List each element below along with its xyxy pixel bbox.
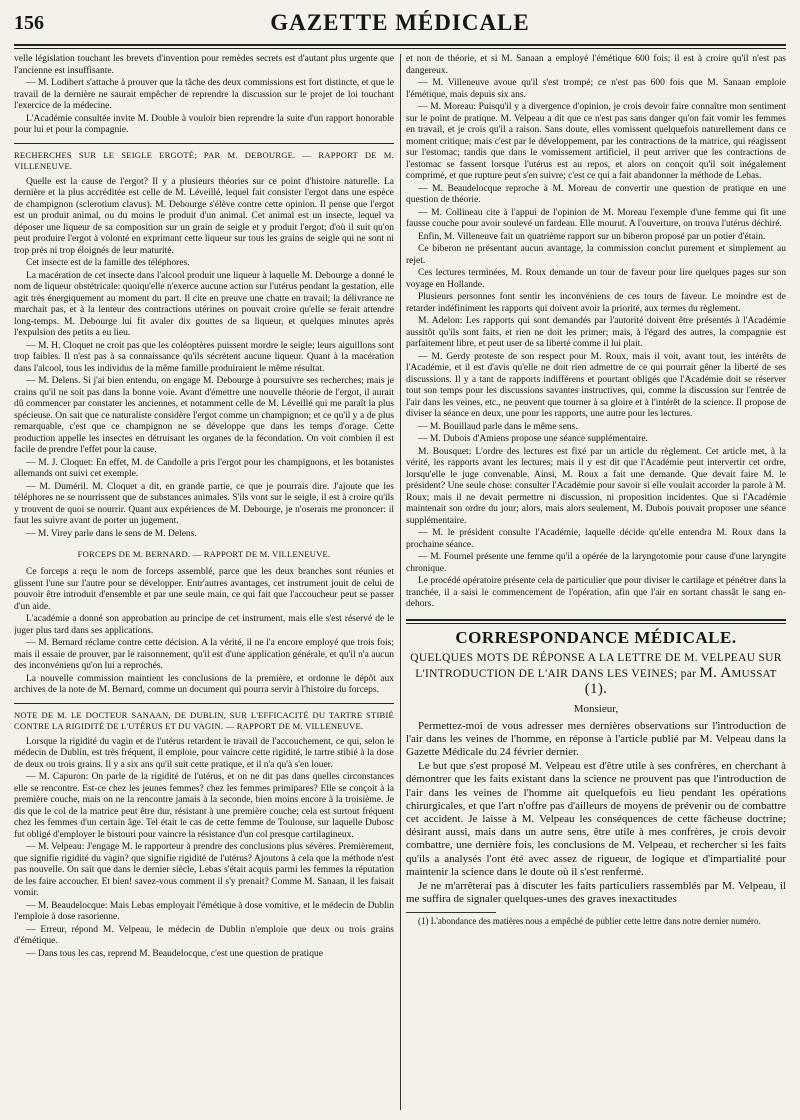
paragraph: M. Bousquet: L'ordre des lectures est fixé par un article du règlement. Cet article met, à la vérité, les rapports avant les lectures; mais il y est dit que l'Académie peut intervertir cet ordre, lorsqu'elle le juge convenable. Ainsi, M. Roux a fait une demande. Que devait faire M. le président? Une seule chose: consulter l'Académie pour savoir si elle voulait accorder la parole à M. Roux; mais il ne devait permettre ni discussion, ni proposition incidentes. Que si l'Académie maintenait son ordre du jour; alors, mais alors seulement, M. Dubois pouvait proposer une séance supplémentaire.: [406, 446, 786, 526]
paragraph: velle législation touchant les brevets d'invention pour remèdes secrets est d'autant plus urgente que l'ancienne est insuffisante.: [14, 54, 394, 76]
correspondence-subtitle-text: QUELQUES MOTS DE RÉPONSE A LA LETTRE DE M. VELPEAU SUR L'INTRODUCTION DE L'AIR DANS LES VEINES; par: [410, 652, 782, 680]
paragraph: — Dans tous les cas, reprend M. Beaudelocque, c'est une question de pratique: [26, 948, 323, 959]
paragraph: — M. Beaudelocque: Mais Lebas employait l'émétique à dose vomitive, et le médecin de Dublin l'emploie à dose rasorienne.: [14, 900, 394, 922]
header-rule: [14, 44, 786, 46]
paragraph: Quelle est la cause de l'ergot? Il y a plusieurs théories sur ce point d'histoire naturelle. La dernière et la plus accréditée est celle de M. Léveillé, lequel fait consister l'ergot dans une espèce de champignon (sclerotium clavus). M. Debourge s'élève contre cette opinion. Il pense que l'ergot est un produit animal, ou du moins le produit d'un animal. Cet animal est un insecte, lequel va déposer une liqueur de sa composition sur un grain de seigle et y produit l'ergot; d'où il suit qu'on peut produire l'ergot à volonté en exprimant cette liqueur sur tous les grains de seigle qui ne sont ni trop près ni trop éloignés de leur maturité.: [14, 176, 394, 256]
column-divider: [400, 54, 401, 1110]
salutation: Monsieur,: [573, 703, 619, 715]
paragraph: — M. Beaudelocque reproche à M. Moreau de convertir une question de pratique en une question de théorie.: [406, 183, 786, 205]
section-heading-forceps: FORCEPS DE M. BERNARD. — RAPPORT DE M. VILLENEUVE.: [77, 549, 331, 559]
paragraph: — M. Bernard réclame contre cette décision. A la vérité, il ne l'a encore employé que trois fois; mais il essaie de prouver, par le raisonnement, qu'il est d'une application générale, et qu'il n'a aucun des inconvéniens qu'on lui a reprochés.: [14, 638, 394, 671]
paragraph: — M. Delens. Si j'ai bien entendu, on engage M. Debourge à poursuivre ses recherches; mais je crains qu'il ne soit pas dans la bonne voie. Avant d'émettre une nouvelle théorie de l'ergot, il aurait dû commencer par constater les anciennes, et notamment celle de M. Léveillé qui me paraît la plus spécieuse. On sait que ce naturaliste considère l'ergot comme un champignon; et ce qu'il y a de plus remarquable, c'est que ce champignon ne se développe que dans les temps d'orage. Cette production appelle les insectes en détruisant les organes de la fécondation. On voit combien il est facile de prendre l'effet pour la cause.: [14, 376, 394, 455]
paragraph: et non de théorie, et si M. Sanaan a employé l'émétique 600 fois; il est à croire qu'il n'est pas dangereux.: [406, 54, 786, 76]
paragraph: — M. Dubois d'Amiens propose une séance supplémentaire.: [418, 434, 648, 444]
section-rule: [406, 619, 786, 621]
section-rule-thin: [406, 623, 786, 624]
section-separator: [14, 143, 394, 144]
paragraph: La macération de cet insecte dans l'alcool produit une liqueur à laquelle M. Debourge a donné le nom de liqueur obstétricale: quoiqu'elle n'exerce aucune action sur l'utérus pendant la gestation, elle agit très énergiquement au moment du part. Il cite en preuve une chatte en travail; la délivrance ne marchait pas, et à la lenteur des contractions utérines on pouvait croire qu'elle se ferait attendre long-temps. M. Debourge lui fit avaler dix gouttes de sa liqueur, et quelques minutes après l'expulsion des petits a eu lieu.: [14, 270, 394, 338]
page-number: 156: [14, 12, 44, 34]
paragraph: Cet insecte est de la famille des téléphores.: [26, 258, 190, 268]
paragraph: — M. Moreau: Puisqu'il y a divergence d'opinion, je crois devoir faire connaître mon sentiment sur le point de pratique. M. Velpeau a dit que ce n'est pas sans danger qu'on fait vomir les femmes en travail, et je crois qu'il a raison. Sans doute, elles vomissent quelquefois naturellement dans ce moment critique; mais c'est par le développement, par les contractions de la matrice, qui réagissent sur l'estomac; tandis que dans le vomissement artificiel, il peut arriver que les contractions de l'estomac se fassent lorsque l'utérus est au repos, et alors on conçoit qu'il soit inégalement comprimé, et que rupture peut s'en suivre; c'est ce qui a fait abandonner la méthode de Lebas.: [406, 102, 786, 181]
paragraph: Le procédé opératoire présente cela de particulier que pour diviser le cartilage et pénétrer dans la tranchée, il a saisi le commencement de l'opération, afin que l'air en sortant chassât le sang en-dehors.: [406, 576, 786, 609]
paragraph: L'Académie consultée invite M. Double à vouloir bien reprendre la suite d'un rapport honorable pour lui et pour la compagnie.: [14, 113, 394, 135]
header-rule-thin: [14, 48, 786, 49]
paragraph: — M. Lodibert s'attache à prouver que la tâche des deux commissions est fort distincte, et que le travail de la dernière ne saurait empêcher de reprendre la discussion sur le projet de loi touchant l'exercice de la médecine.: [14, 78, 394, 111]
correspondence-author: M. Amussat (1).: [584, 665, 777, 697]
paragraph: — M. Collineau cite à l'appui de l'opinion de M. Moreau l'exemple d'une femme qui fit une fausse couche pour avoir soulevé un fardeau. Elle mourut. A l'ouverture, on trouva l'utérus déchiré.: [406, 207, 786, 229]
paragraph: Ce biberon ne présentant aucun avantage, la commission conclut purement et simplement au rejet.: [406, 244, 786, 266]
letter-body: [406, 720, 786, 907]
paragraph: Plusieurs personnes font sentir les inconvéniens de ces tours de faveur. Le moindre est de retarder indéfiniment les rapports qui doivent avoir la priorité, aux termes du règlement.: [406, 292, 786, 314]
paragraph: — M. H. Cloquet ne croit pas que les coléoptères puissent mordre le seigle; leurs aiguillons sont trop faibles. Il n'est pas à sa connaissance qu'ils sécrètent aucune liqueur. Quant à la macération dans l'alcool, tous les individus de la même famille produiraient le même résultat.: [14, 340, 394, 374]
footnote-rule: [406, 912, 496, 913]
paragraph: — M. Duméril. M. Cloquet a dit, en grande partie, ce que je pourrais dire. J'ajoute que les téléphores ne se nourrissent que de substances animales. S'ils vont sur le seigle, il est à croire qu'ils y trouvent de quoi se nourrir. Quant aux expériences de M. Debourge, je n'oserais me prononcer: il faut les suivre avant de porter un jugement.: [14, 481, 394, 526]
paragraph: M. Adelon: Les rapports qui sont demandés par l'autorité doivent être présentés à l'Académie aussitôt qu'ils sont faits, et rien ne doit les primer; mais, à l'égard des autres, la compagnie est parfaitement libre, et peut user de sa liberté comme il lui plait.: [406, 316, 786, 349]
footnote: (1) L'abondance des matières nous a empêché de publier cette lettre dans notre dernier numéro.: [418, 916, 761, 927]
paragraph: La nouvelle commission maintient les conclusions de la première, et ordonne le dépôt aux archives de la note de M. Bernard, comme un document qui pourra servir à l'histoire du forceps.: [14, 673, 394, 695]
letter-paragraph: Permettez-moi de vous adresser mes dernières observations sur l'introduction de l'air dans les veines de l'homme, en réponse à l'article publié par M. Velpeau dans la Gazette Médicale du 24 février dernier.: [406, 719, 786, 758]
paragraph: Ce forceps a reçu le nom de forceps assemblé, parce que les deux branches sont réunies et glissent l'une sur l'autre pour se développer. Entr'autres avantages, cet instrument jouit de celui de pouvoir être introduit d'ensemble et par une seule main, ce qui fait que l'accoucheur peut se passer d'un aide.: [14, 567, 394, 612]
paragraph: — M. Villeneuve avoue qu'il s'est trompé; ce n'est pas 600 fois que M. Sanaan emploie l'émétique, mais depuis six ans.: [406, 78, 786, 100]
section-heading-sanaan: NOTE DE M. LE DOCTEUR SANAAN, DE DUBLIN, SUR L'EFFICACITÉ DU TARTRE STIBIÉ CONTRE LA RIGIDITÉ DE L'UTÉRUS ET DU VAGIN. — RAPPORT DE M. VILLENEUVE.: [14, 709, 394, 731]
paragraph: Enfin, M. Villeneuve fait un quatrième rapport sur un biberon proposé par un potier d'étain.: [418, 231, 766, 242]
paragraph: — M. Velpeau: J'engage M. le rapporteur à prendre des conclusions plus sévères. Premièrement, que signifie rigidité du vagin? que signifie rigidité de l'utérus? Ajoutons à cela que la méthode n'est pas nouvelle. On sait que dans le dernier siècle, Lebas s'était acquis parmi les femmes la réputation de les faire accoucher. Et bien! savez-vous comment il s'y prenait? Comme M. Sanaan, il les faisait vomir.: [14, 842, 394, 898]
letter-paragraph: Le but que s'est proposé M. Velpeau est d'être utile à ses confrères, en cherchant à démontrer que les faits existant dans la science ne prouvent pas que l'introduction de l'air dans les veines de l'homme ait quelquefois eu lieu pendant les opérations chirurgicales, et que l'art n'offre pas d'ailleurs de moyens de prévenir ou de combattre cet accident. Je laisse à M. Velpeau les conséquences de cette fâcheuse doctrine; désirant aussi, mais dans un autre sens, être utile à mes confrères, je crois devoir combattre, une dernière fois, les conclusions de M. Velpeau, et rechercher si les faits qu'ils a analysés l'ont été avec assez de rigueur, de logique et d'impartialité pour maintenir la science dans le doute où il s'est renfermé.: [406, 760, 786, 878]
paragraph: Ces lectures terminées, M. Roux demande un tour de faveur pour lire quelques pages sur son voyage en Hollande.: [406, 268, 786, 290]
paragraph: — M. le président consulte l'Académie, laquelle décide qu'elle entendra M. Roux dans la prochaine séance.: [406, 528, 786, 550]
running-title: GAZETTE MÉDICALE: [270, 10, 530, 35]
section-separator: [14, 703, 394, 704]
paragraph: — M. Bouillaud parle dans le même sens.: [418, 421, 578, 432]
correspondence-subtitle: [406, 651, 786, 698]
left-column: [14, 54, 394, 1114]
right-column: [406, 54, 786, 1114]
paragraph: — M. Fournel présente une femme qu'il a opérée de la laryngotomie pour cause d'une laryngite chronique.: [406, 552, 786, 574]
page-header: [14, 10, 786, 42]
paragraph: L'académie a donné son approbation au principe de cet instrument, mais elle s'est réservé de le juger plus tard dans ses applications.: [14, 614, 394, 636]
paragraph: — M. J. Cloquet: En effet, M. de Candolle a pris l'ergot pour les champignons, et les botanistes allemands ont suivi cet exemple.: [14, 457, 394, 479]
paragraph: — M. Gerdy proteste de son respect pour M. Roux, mais il voit, avant tout, les intérêts de l'Académie, et il est d'avis qu'elle ne doit rien admettre de ce qui pourrait gêner la liberté de ses discussions. Il y a tant de rapports indifférens et pourtant obligés que l'Académie doit se réserver tout son temps pour les discussions savantes instructives, qui, comme la discussion sur l'entrée de l'air dans les veines, etc., ne peuvent que tourner à sa gloire et à l'intérêt de la science. Il propose de diviser la séance en deux, une pour les rapports, une autre pour les lectures.: [406, 351, 786, 419]
paragraph: — M. Virey parle dans le sens de M. Delens.: [26, 528, 197, 539]
section-heading-ergot: RECHERCHES SUR LE SEIGLE ERGOTÉ; PAR M. DEBOURGE. — RAPPORT DE M. VILLENEUVE.: [14, 149, 394, 171]
letter-paragraph: Je ne m'arrêterai pas à discuter les faits particuliers rassemblés par M. Velpeau, il me suffira de signaler quelques-unes des graves inexactitudes: [406, 879, 786, 906]
paragraph: Lorsque la rigidité du vagin et de l'utérus retardent le travail de l'accouchement, ce qui, selon le médecin de Dublin, est très fréquent, il emploie, pour vaincre cette rigidité, le tartre stibié à la dose de deux ou trois grains. Il y a six ans qu'il suit cette pratique, et il n'a qu'à s'en louer.: [14, 736, 394, 770]
paragraph: — Erreur, répond M. Velpeau, le médecin de Dublin n'emploie que deux ou trois grains d'émétique.: [14, 924, 394, 946]
paragraph: — M. Capuron: On parle de la rigidité de l'utérus, et on ne dit pas dans quelles circonstances elle se rencontre. Est-ce chez les jeunes femmes? chez les femmes primipares? Elle se conçoit à la première couche, mais on ne la rencontre jamais à la seconde, bien moins encore à la troisième. Je dis que le col de la matrice peut être dur, résistant à une première couche; cela est surtout fréquent chez les femmes d'un certain âge. Tel était le cas de cette femme de Toulouse, sur laquelle Dubosc fut obligé d'employer le bistouri pour vaincre la résistance d'un col presque cartilagineux.: [14, 772, 394, 840]
correspondence-title: CORRESPONDANCE MÉDICALE.: [455, 627, 737, 647]
